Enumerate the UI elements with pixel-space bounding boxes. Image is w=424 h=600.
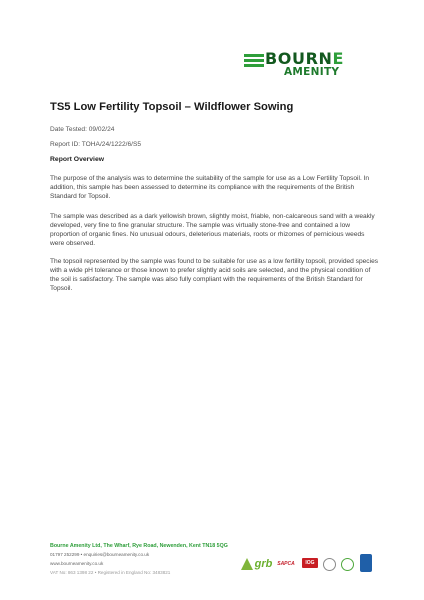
grb-badge: grb <box>254 558 273 570</box>
date-tested: Date Tested: 09/02/24 <box>50 126 115 133</box>
strs-badge-icon <box>340 554 354 574</box>
iso-badge-icon <box>359 552 373 574</box>
report-title: TS5 Low Fertility Topsoil – Wildflower Sowing <box>50 101 294 113</box>
paragraph-purpose: The purpose of the analysis was to determine the suitability of the sample for use as a Low Fertility Topsoil. In addition, this sample has been assessed to determine its compliance with the requirements of the British Standard for Topsoil. <box>50 175 370 200</box>
report-id: Report ID: TOHA/24/1222/6/S5 <box>50 141 142 148</box>
logo-stripes <box>244 54 264 69</box>
bourne-amenity-logo <box>244 51 354 79</box>
paragraph-description: The sample was described as a dark yellowish brown, slightly moist, friable, non-calcareous sand with a weakly developed, very fine to fine granular structure. The sample was virtually stone-free and contained a low proportion of organic fines. No unusual odours, deleterious materials, roots or rhizomes of pernicious weeds were observed. <box>50 213 375 247</box>
overview-heading: Report Overview <box>50 156 105 163</box>
accreditation-seal-icon <box>322 554 336 574</box>
paragraph-conclusion: The topsoil represented by the sample was found to be suitable for use as a low fertility topsoil, provided species with a wide pH tolerance or those known to prefer slightly acid soils are selected, and the physical condition of the soil is satisfactory. The sample was also fully compliant with the requirements of the British Standard for Topsoil. <box>50 258 379 292</box>
iog-badge: IOG <box>302 558 318 568</box>
footer-contact: 01797 252299 • enquiries@bourneamenity.co.uk <box>50 552 150 557</box>
footer-website: www.bourneamenity.co.uk <box>50 561 104 566</box>
logo-subtitle: AMENITY <box>284 66 340 78</box>
sapca-badge: SAPCA <box>277 561 295 567</box>
logo-wordmark: BOURNE <box>265 49 345 68</box>
bali-badge-icon <box>240 554 254 574</box>
footer-company: Bourne Amenity Ltd, The Wharf, Rye Road, Newenden, Kent TN18 5QG <box>50 543 228 549</box>
footer-registration: VAT No: 863 1398 22 • Registered in England No: 3483821 <box>50 570 171 575</box>
